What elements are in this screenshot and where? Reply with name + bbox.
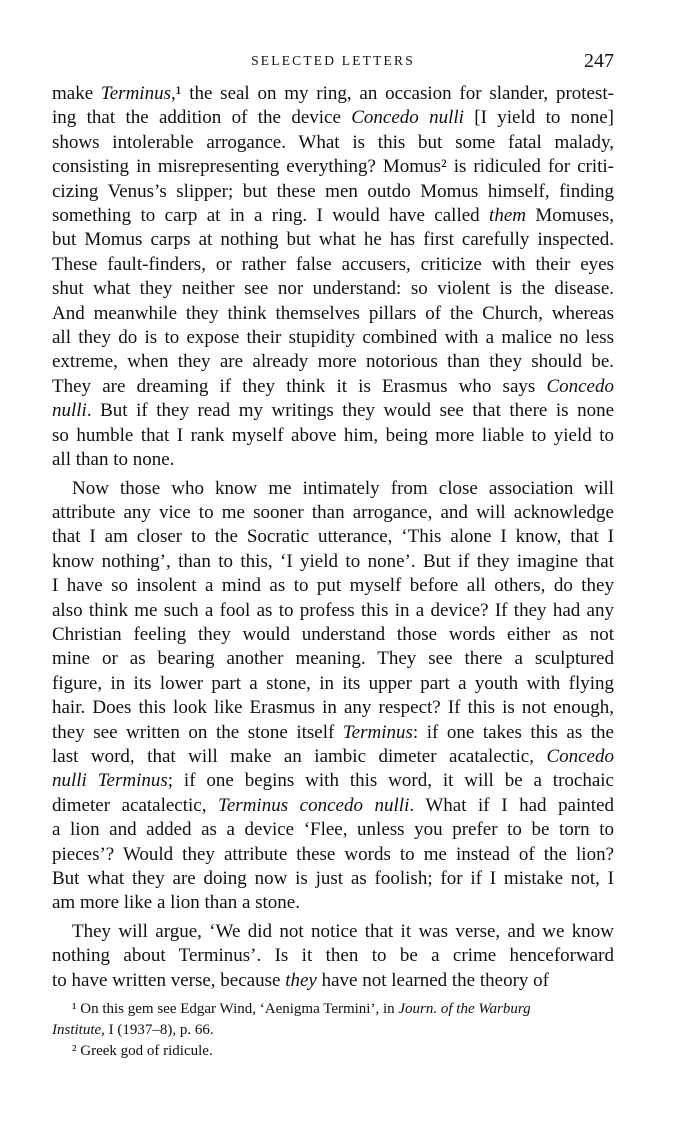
text-line: mine or as bearing another meaning. They see there a sculptured (52, 648, 614, 670)
text-line: shows intolerable arrogance. What is this but some fatal malady, (52, 131, 614, 153)
footnote-line: ¹ On this gem see Edgar Wind, ‘Aenigma Termini’, in Journ. of the Warburg (72, 1001, 531, 1018)
paragraph (52, 920, 614, 993)
text-line: am more like a lion than a stone. (52, 892, 300, 914)
text-line: they see written on the stone itself Terminus: if one takes this as the (52, 721, 614, 743)
text-line: but Momus carps at nothing but what he has first carefully inspected. (52, 229, 614, 251)
footnote-line: ² Greek god of ridicule. (72, 1043, 213, 1060)
text-line: hair. Does this look like Erasmus in any respect? If this is not enough, (52, 697, 614, 719)
text-line: all than to none. (52, 449, 175, 471)
text-line: And meanwhile they think themselves pillars of the Church, whereas (52, 302, 614, 324)
footnotes (52, 999, 614, 1062)
text-line: They will argue, ‘We did not notice that it was verse, and we know (72, 920, 614, 942)
paragraph (52, 82, 614, 473)
text-line: figure, in its lower part a stone, in its upper part a youth with flying (52, 672, 614, 694)
text-line: shut what they neither see nor understand: so violent is the disease. (52, 278, 614, 300)
text-line: also think me such a fool as to profess this in a device? If they had any (52, 599, 614, 621)
book-page (52, 50, 614, 1062)
footnote (52, 999, 614, 1041)
text-line: ing that the addition of the device Concedo nulli [I yield to none] (52, 107, 614, 129)
text-line: Now those who know me intimately from close association will (72, 477, 614, 499)
text-line: I have so insolent a mind as to put myself before all others, do they (52, 575, 614, 597)
footnote-line: Institute, I (1937–8), p. 66. (52, 1022, 214, 1039)
text-line: They are dreaming if they think it is Erasmus who says Concedo (52, 375, 614, 397)
text-line: last word, that will make an iambic dimeter acatalectic, Concedo (52, 745, 614, 767)
text-line: nulli. But if they read my writings they would see that there is none (52, 400, 614, 422)
running-head (52, 50, 614, 76)
text-line: attribute any vice to me sooner than arrogance, and will acknowledge (52, 501, 614, 523)
text-line: pieces’? Would they attribute these words to me instead of the lion? (52, 843, 614, 865)
text-line: consisting in misrepresenting everything? Momus² is ridiculed for criti- (52, 156, 614, 178)
footnote (52, 1041, 614, 1062)
page-number: 247 (584, 50, 614, 72)
body-text (52, 82, 614, 993)
text-line: to have written verse, because they have not learned the theory of (52, 969, 549, 991)
text-line: know nothing’, than to this, ‘I yield to none’. But if they imagine that (52, 550, 614, 572)
text-line: something to carp at in a ring. I would have called them Momuses, (52, 205, 614, 227)
text-line: make Terminus,¹ the seal on my ring, an occasion for slander, protest- (52, 83, 614, 104)
text-line: nothing about Terminus’. Is it then to be a crime henceforward (52, 945, 614, 967)
text-line: These fault-finders, or rather false accusers, criticize with their eyes (52, 253, 614, 275)
paragraph (52, 477, 614, 916)
text-line: nulli Terminus; if one begins with this word, it will be a trochaic (52, 770, 614, 792)
text-line: Christian feeling they would understand those words either as not (52, 623, 614, 645)
text-line: all they do is to expose their stupidity combined with a malice no less (52, 327, 614, 349)
text-line: But what they are doing now is just as foolish; for if I mistake not, I (52, 868, 614, 889)
text-line: so humble that I rank myself above him, being more liable to yield to (52, 424, 614, 446)
text-line: extreme, when they are already more notorious than they should be. (52, 351, 614, 373)
running-title: SELECTED LETTERS (251, 53, 415, 68)
text-line: cizing Venus’s slipper; but these men outdo Momus himself, finding (52, 180, 614, 202)
text-line: that I am closer to the Socratic utterance, ‘This alone I know, that I (52, 526, 614, 548)
text-line: a lion and added as a device ‘Flee, unless you prefer to be torn to (52, 819, 614, 841)
text-line: dimeter acatalectic, Terminus concedo nulli. What if I had painted (52, 794, 614, 816)
